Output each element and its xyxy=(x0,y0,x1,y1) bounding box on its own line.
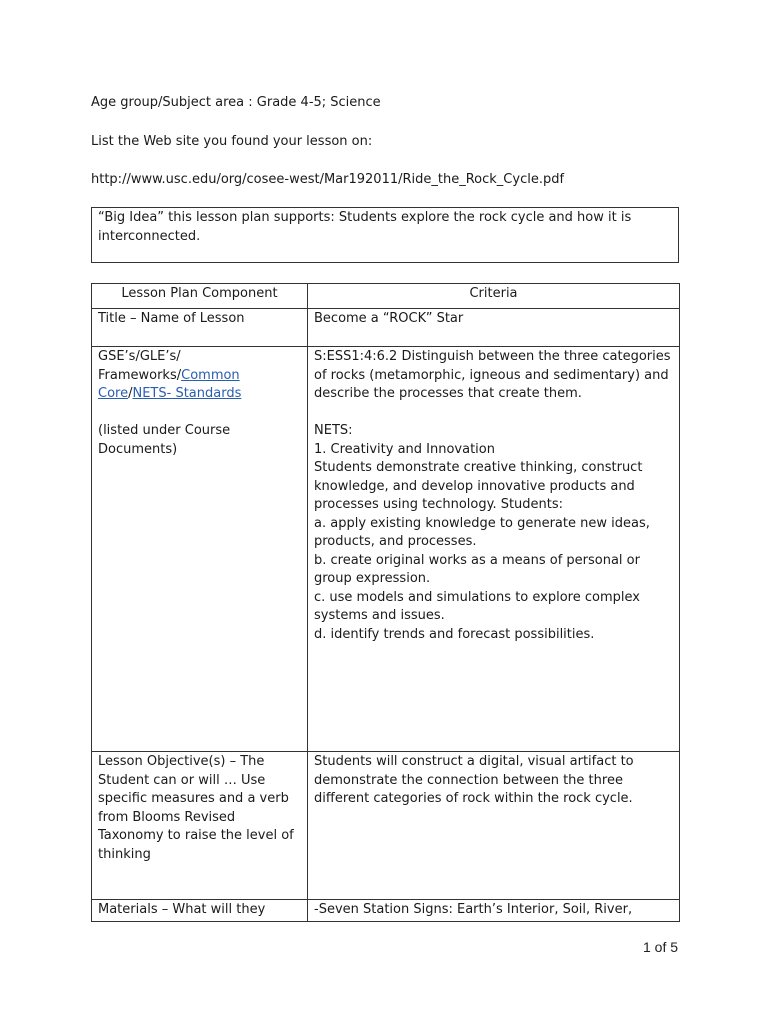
nets-standards-link[interactable]: NETS- Standards xyxy=(132,386,242,401)
title-label: Title – Name of Lesson xyxy=(92,309,308,347)
title-value: Become a “ROCK” Star xyxy=(308,309,680,347)
standards-separator: / xyxy=(128,386,133,401)
table-row xyxy=(92,900,680,922)
table-row xyxy=(92,309,680,347)
standards-line: b. create original works as a means of personal or group expression. xyxy=(314,552,640,586)
objective-label: Lesson Objective(s) – The Student can or will … Use specific measures and a verb from Blooms Revised Taxonomy to raise the level of thinking xyxy=(92,752,308,900)
common-core-link[interactable]: Common Core xyxy=(98,367,240,401)
table-row xyxy=(92,752,680,900)
standards-line: NETS: xyxy=(314,423,353,438)
standards-line: d. identify trends and forecast possibilities. xyxy=(314,626,595,642)
standards-line: Students demonstrate creative thinking, construct knowledge, and develop innovative products and processes using technology. Students: xyxy=(314,460,643,512)
standards-line: 1. Creativity and Innovation xyxy=(314,441,495,457)
standards-label-cell xyxy=(92,347,308,752)
age-group-line: Age group/Subject area : Grade 4-5; Science xyxy=(91,95,381,110)
standards-line: a. apply existing knowledge to generate new ideas, products, and processes. xyxy=(314,515,650,549)
website-prompt: List the Web site you found your lesson on: xyxy=(91,134,373,149)
header-criteria: Criteria xyxy=(308,284,680,309)
standards-label-prefix: GSE’s/GLE’s/ Frameworks/ xyxy=(98,349,182,383)
standards-criteria-cell xyxy=(308,347,680,752)
table-header-row xyxy=(92,284,680,309)
big-idea-text: “Big Idea” this lesson plan supports: Students explore the rock cycle and how it is interconnected. xyxy=(98,210,632,244)
big-idea-box xyxy=(91,207,679,263)
objective-value: Students will construct a digital, visual artifact to demonstrate the connection between the three different categories of rock within the rock cycle. xyxy=(308,752,680,900)
table-row xyxy=(92,347,680,752)
materials-label: Materials – What will they xyxy=(92,900,308,922)
standards-line: S:ESS1:4:6.2 Distinguish between the three categories of rocks (metamorphic, igneous and sedimentary) and describe the processes that create them. xyxy=(314,349,671,401)
lesson-url: http://www.usc.edu/org/cosee-west/Mar192011/Ride_the_Rock_Cycle.pdf xyxy=(91,172,565,187)
header-component: Lesson Plan Component xyxy=(92,284,308,309)
page-number: 1 of 5 xyxy=(643,939,679,955)
standards-blank-line xyxy=(314,404,673,423)
standards-note: (listed under Course Documents) xyxy=(98,423,231,457)
materials-value: -Seven Station Signs: Earth’s Interior, Soil, River, xyxy=(308,900,680,922)
standards-line: c. use models and simulations to explore complex systems and issues. xyxy=(314,589,640,623)
lesson-plan-table xyxy=(91,283,680,922)
